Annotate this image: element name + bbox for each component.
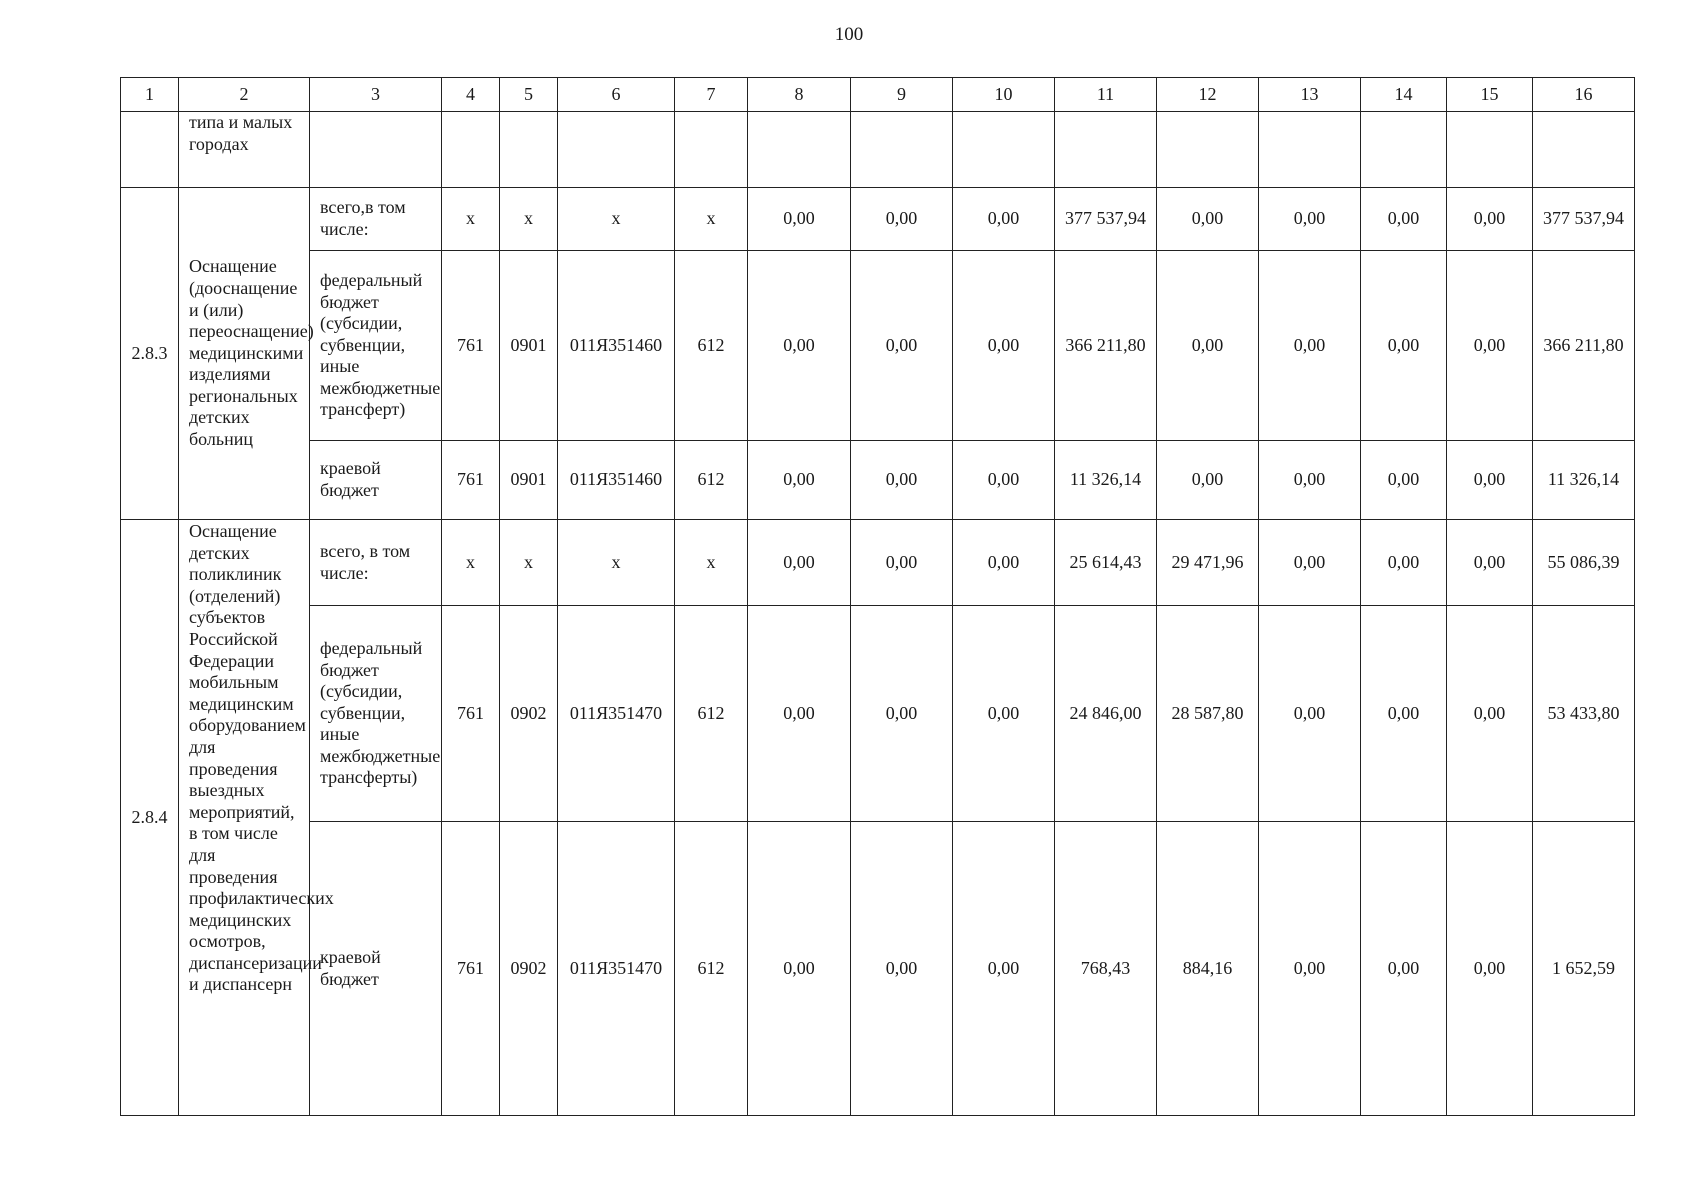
cell-value: 0,00 — [1157, 188, 1259, 251]
number-cell — [121, 112, 179, 188]
cell-rz: х — [500, 520, 558, 606]
cell-gr: 761 — [442, 251, 500, 441]
section-number: 2.8.4 — [121, 520, 179, 1116]
cell-csr: х — [558, 188, 675, 251]
cell-gr: 761 — [442, 606, 500, 822]
cell-csr: х — [558, 520, 675, 606]
cell-value: 0,00 — [748, 188, 851, 251]
cell-value: 0,00 — [748, 251, 851, 441]
funding-source: федеральный бюджет (субсидии, субвенции, иные межбюджетные трансферт) — [310, 251, 442, 441]
continuation-row — [121, 112, 1635, 188]
cell-vr: 612 — [675, 251, 748, 441]
cell-value: 0,00 — [1157, 251, 1259, 441]
cell-value: 366 211,80 — [1055, 251, 1157, 441]
header-cell: 13 — [1259, 78, 1361, 112]
header-cell: 1 — [121, 78, 179, 112]
continuation-label: типа и малых городах — [179, 112, 310, 188]
cell-value: 0,00 — [953, 441, 1055, 520]
cell-value: 0,00 — [953, 606, 1055, 822]
cell-value: 0,00 — [1361, 606, 1447, 822]
cell-rz: х — [500, 188, 558, 251]
cell-value: 0,00 — [748, 606, 851, 822]
section-label: Оснащение (дооснащение и (или) переоснащение) медицинскими изделиями региональных детских больниц — [179, 188, 310, 520]
cell-value: 0,00 — [1361, 822, 1447, 1116]
cell-value: 0,00 — [748, 441, 851, 520]
cell-csr: 011Я351470 — [558, 606, 675, 822]
section-number: 2.8.3 — [121, 188, 179, 520]
cell-total: 53 433,80 — [1533, 606, 1635, 822]
budget-table — [120, 77, 1635, 1116]
cell-value: 28 587,80 — [1157, 606, 1259, 822]
header-cell: 7 — [675, 78, 748, 112]
cell-value: 0,00 — [953, 188, 1055, 251]
page-number: 100 — [834, 24, 864, 45]
cell-rz: 0901 — [500, 251, 558, 441]
cell-vr: 612 — [675, 441, 748, 520]
header-cell: 14 — [1361, 78, 1447, 112]
cell-rz: 0901 — [500, 441, 558, 520]
cell-value: 0,00 — [1447, 441, 1533, 520]
cell-value: 0,00 — [1259, 188, 1361, 251]
header-cell: 15 — [1447, 78, 1533, 112]
cell-value: 0,00 — [851, 251, 953, 441]
cell-value: 29 471,96 — [1157, 520, 1259, 606]
header-cell: 5 — [500, 78, 558, 112]
cell-total: 1 652,59 — [1533, 822, 1635, 1116]
cell-vr: 612 — [675, 822, 748, 1116]
cell-gr: х — [442, 520, 500, 606]
cell-value: 0,00 — [1259, 441, 1361, 520]
cell-value: 0,00 — [748, 822, 851, 1116]
cell-vr: 612 — [675, 606, 748, 822]
cell-csr: 011Я351460 — [558, 441, 675, 520]
table-row — [121, 441, 1635, 520]
cell-value: 0,00 — [851, 441, 953, 520]
table-row — [121, 606, 1635, 822]
table-row — [121, 520, 1635, 606]
cell-value: 768,43 — [1055, 822, 1157, 1116]
cell-value: 0,00 — [851, 188, 953, 251]
cell-rz: 0902 — [500, 606, 558, 822]
cell-value: 0,00 — [1259, 251, 1361, 441]
cell-value: 0,00 — [1361, 441, 1447, 520]
cell-value: 25 614,43 — [1055, 520, 1157, 606]
header-cell: 6 — [558, 78, 675, 112]
cell-csr: 011Я351460 — [558, 251, 675, 441]
cell-total: 366 211,80 — [1533, 251, 1635, 441]
cell-value: 24 846,00 — [1055, 606, 1157, 822]
cell-vr: х — [675, 188, 748, 251]
cell-value: 0,00 — [953, 822, 1055, 1116]
funding-source: всего,в том числе: — [310, 188, 442, 251]
header-cell: 16 — [1533, 78, 1635, 112]
cell-value: 0,00 — [1259, 606, 1361, 822]
cell-value: 0,00 — [1157, 441, 1259, 520]
cell-total: 11 326,14 — [1533, 441, 1635, 520]
cell-total: 55 086,39 — [1533, 520, 1635, 606]
cell-value: 0,00 — [1447, 606, 1533, 822]
cell-gr: х — [442, 188, 500, 251]
cell-value: 0,00 — [1259, 822, 1361, 1116]
cell-value: 0,00 — [851, 520, 953, 606]
cell-value: 0,00 — [1447, 822, 1533, 1116]
table-row — [121, 822, 1635, 1116]
cell-gr: 761 — [442, 822, 500, 1116]
cell-value: 11 326,14 — [1055, 441, 1157, 520]
table-row — [121, 251, 1635, 441]
cell-value: 0,00 — [1361, 520, 1447, 606]
header-cell: 10 — [953, 78, 1055, 112]
header-cell: 2 — [179, 78, 310, 112]
header-cell: 3 — [310, 78, 442, 112]
funding-source: краевой бюджет — [310, 441, 442, 520]
cell-value: 0,00 — [1447, 188, 1533, 251]
cell-value: 0,00 — [1361, 251, 1447, 441]
header-cell: 12 — [1157, 78, 1259, 112]
cell-vr: х — [675, 520, 748, 606]
cell-value: 0,00 — [748, 520, 851, 606]
cell-value: 0,00 — [851, 822, 953, 1116]
section-label: Оснащение детских поликлиник (отделений) субъектов Российской Федерации мобильным медицинским оборудованием для проведения выездных мероприятий, в том числе для проведения профилактических медицинских осмотров, диспансеризации и диспансерн — [179, 520, 310, 1116]
cell-value: 0,00 — [953, 251, 1055, 441]
header-cell: 4 — [442, 78, 500, 112]
cell-value: 0,00 — [851, 606, 953, 822]
funding-source: федеральный бюджет (субсидии, субвенции, иные межбюджетные трансферты) — [310, 606, 442, 822]
table-row — [121, 188, 1635, 251]
cell-value: 0,00 — [1361, 188, 1447, 251]
header-row — [121, 78, 1635, 112]
cell-value: 0,00 — [1447, 520, 1533, 606]
header-cell: 8 — [748, 78, 851, 112]
cell-value: 377 537,94 — [1055, 188, 1157, 251]
cell-csr: 011Я351470 — [558, 822, 675, 1116]
header-cell: 11 — [1055, 78, 1157, 112]
cell-value: 0,00 — [1447, 251, 1533, 441]
funding-source: всего, в том числе: — [310, 520, 442, 606]
funding-source: краевой бюджет — [310, 822, 442, 1116]
cell-value: 0,00 — [953, 520, 1055, 606]
header-cell: 9 — [851, 78, 953, 112]
cell-value: 884,16 — [1157, 822, 1259, 1116]
cell-rz: 0902 — [500, 822, 558, 1116]
cell-value: 0,00 — [1259, 520, 1361, 606]
cell-total: 377 537,94 — [1533, 188, 1635, 251]
cell-gr: 761 — [442, 441, 500, 520]
